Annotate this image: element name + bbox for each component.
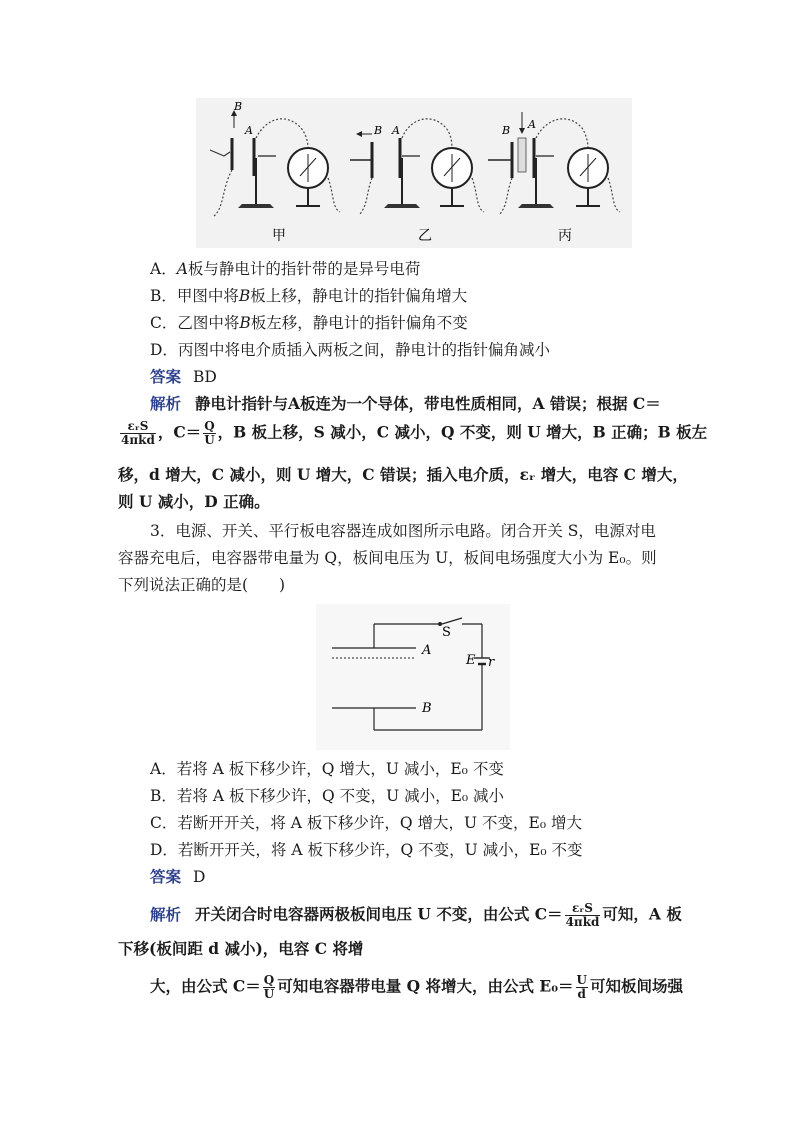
q2-answer: 答案 BD: [150, 367, 217, 386]
q2-option-b: B．甲图中将B板上移，静电计的指针偏角增大: [150, 287, 468, 305]
plate-a-label: A: [245, 124, 253, 137]
plate-a-label: A: [422, 643, 432, 658]
q3-option-b: B．若将 A 板下移少许，Q 不变，U 减小，E₀ 减小: [150, 787, 505, 805]
q2-option-c: C．乙图中将B板左移，静电计的指针偏角不变: [150, 314, 468, 332]
q2-analysis-line1: 解析 静电计指针与A板连为一个导体，带电性质相同，A 错误；根据 C＝: [150, 394, 661, 413]
q3-analysis-line2: 下移(板间距 d 减小)，电容 C 将增: [118, 939, 364, 958]
plate-b-label: B: [234, 100, 243, 113]
label-jia: 甲: [272, 228, 286, 244]
switch-label: S: [442, 625, 451, 640]
q3-option-a: A．若将 A 板下移少许，Q 增大，U 减小，E₀ 不变: [150, 760, 504, 778]
formula-q-over-u-2: $\frac{Q}{U}$: [263, 973, 275, 1001]
q3-answer: 答案 D: [150, 867, 206, 886]
q2-option-d: D．丙图中将电介质插入两板之间，静电计的指针偏角减小: [150, 341, 550, 359]
q3-option-d: D．若断开开关，将 A 板下移少许，Q 不变，U 减小，E₀ 不变: [150, 841, 583, 859]
q2-analysis-line3: 移，d 增大，C 减小，则 U 增大，C 错误；插入电介质，εᵣ 增大，电容 C 增大，: [118, 465, 688, 484]
plate-b-label: B: [422, 701, 432, 716]
q2-option-a: A．A板与静电计的指针带的是异号电荷: [150, 260, 421, 278]
circuit-diagram: [316, 604, 510, 750]
q3-stem-line1: 3．电源、开关、平行板电容器连成如图所示电路。闭合开关 S，电源对电: [150, 522, 656, 540]
electrometer-figure: [196, 98, 632, 248]
formula-capacitance: $\frac{\text{εᵣS}}{\text{4πkd}}$: [121, 419, 155, 447]
resistance-label: r: [488, 655, 495, 670]
label-bing: 丙: [558, 228, 572, 244]
q3-analysis-line3: 大，由公式 C＝ $\frac{Q}{U}$ 可知电容器带电量 Q 将增大，由公式 E₀＝ $\frac{U}{d}$ 可知板间场强: [150, 973, 683, 1001]
label-yi: 乙: [418, 228, 432, 244]
q3-option-c: C．若断开开关，将 A 板下移少许，Q 增大，U 不变，E₀ 增大: [150, 814, 582, 832]
q2-analysis-line2: $\frac{\text{εᵣS}}{\text{4πkd}}$ ，C＝ $\frac{Q}{U}$ ，B 板上移，S 减小，C 减小，Q 不变，则 U 增大，B 正确；B 板左: [121, 419, 708, 447]
q3-analysis-line1: 解析 开关闭合时电容器两极板间电压 U 不变，由公式 C＝ $\frac{\text{εᵣS}}{\text{4πkd}}$ 可知，A 板: [150, 901, 682, 929]
formula-capacitance-2: $\frac{\text{εᵣS}}{\text{4πkd}}$: [565, 901, 600, 929]
q2-analysis-line4: 则 U 减小，D 正确。: [118, 492, 270, 511]
plate-b-label-3: B: [502, 124, 511, 137]
formula-u-over-d: $\frac{U}{d}$: [576, 973, 587, 1001]
q3-stem-line2: 容器充电后，电容器带电量为 Q，板间电压为 U，板间电场强度大小为 E₀。则: [118, 549, 657, 567]
formula-q-over-u: $\frac{Q}{U}$: [204, 419, 215, 447]
q3-stem-line3: 下列说法正确的是( ): [118, 576, 286, 594]
plate-b-label-2: B: [374, 124, 383, 137]
plate-a-label-3: A: [528, 118, 536, 131]
emf-label: E: [466, 653, 476, 668]
plate-a-label-2: A: [392, 124, 400, 137]
